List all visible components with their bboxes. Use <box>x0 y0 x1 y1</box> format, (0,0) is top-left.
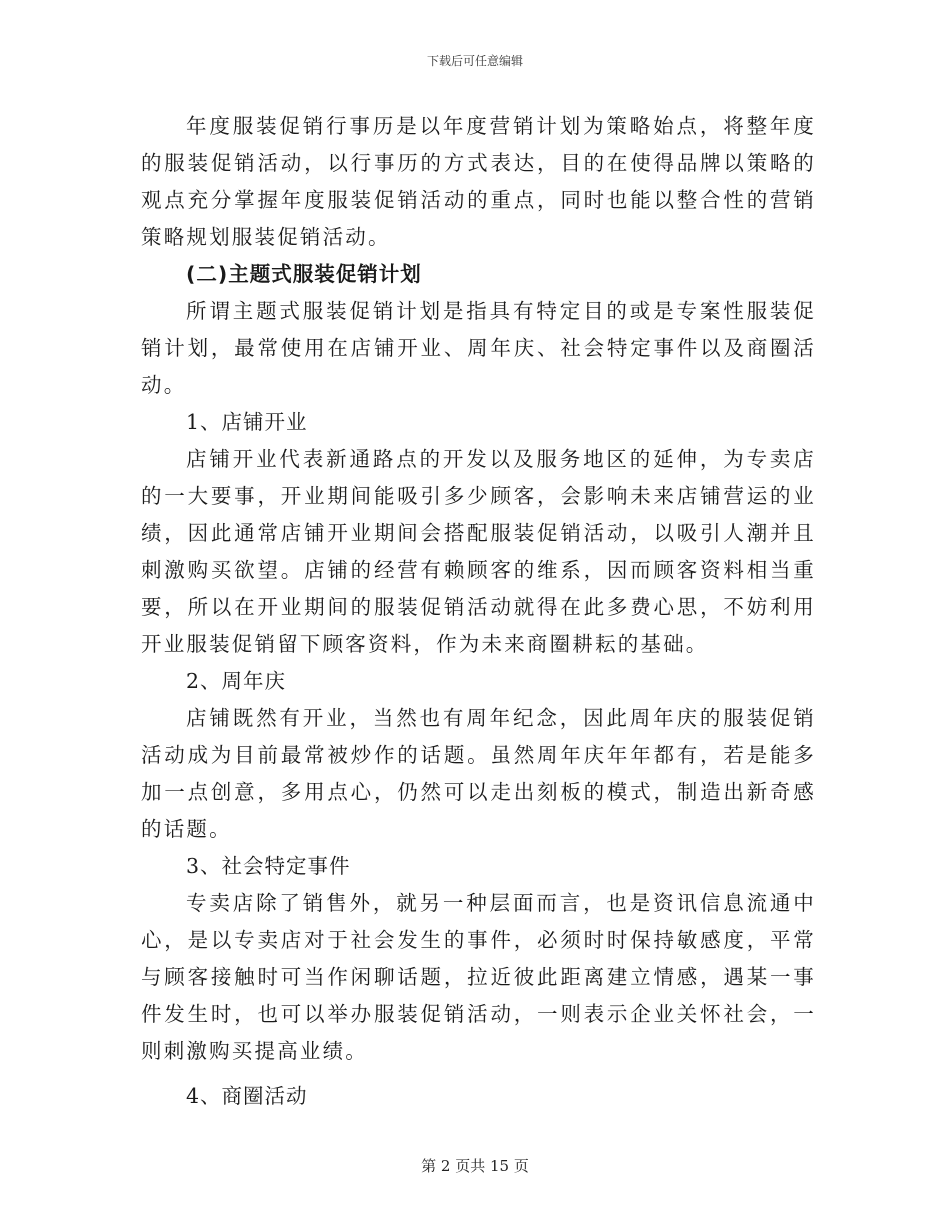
subheading-business-district: 4、商圈活动 <box>186 1084 308 1108</box>
document-body <box>141 108 816 1115</box>
page-header-note: 下载后可任意编辑 <box>426 54 523 68</box>
paragraph-social-events: 专卖店除了销售外，就另一种层面而言，也是资讯信息流通中心，是以专卖店对于社会发生的事件，必须时时保持敏感度，平常与顾客接触时可当作闲聊话题，拉近彼此距离建立情感，遇某一事件发生时，也可以举办服装促销活动，一则表示企业关怀社会，一则刺激购买提高业绩。 <box>141 891 816 1063</box>
paragraph-annual-calendar: 年度服装促销行事历是以年度营销计划为策略始点，将整年度的服装促销活动，以行事历的方式表达，目的在使得品牌以策略的观点充分掌握年度服装促销活动的重点，同时也能以整合性的营销策略规划服装促销活动。 <box>141 114 816 249</box>
subheading-social-events: 3、社会特定事件 <box>186 854 351 878</box>
paragraph-theme-definition: 所谓主题式服装促销计划是指具有特定目的或是专案性服装促销计划，最常使用在店铺开业、周年庆、社会特定事件以及商圈活动。 <box>141 299 816 397</box>
page-number-indicator: 第 2 页共 15 页 <box>421 1157 529 1175</box>
subheading-store-opening: 1、店铺开业 <box>186 410 308 434</box>
paragraph-store-opening: 店铺开业代表新通路点的开发以及服务地区的延伸，为专卖店的一大要事，开业期间能吸引多少顾客，会影响未来店铺营运的业绩，因此通常店铺开业期间会搭配服装促销活动，以吸引人潮并且刺激购买欲望。店铺的经营有赖顾客的维系，因而顾客资料相当重要，所以在开业期间的服装促销活动就得在此多费心思，不妨利用开业服装促销留下顾客资料，作为未来商圈耕耘的基础。 <box>141 447 816 656</box>
paragraph-anniversary: 店铺既然有开业，当然也有周年纪念，因此周年庆的服装促销活动成为目前最常被炒作的话题。虽然周年庆年年都有，若是能多加一点创意，多用点心，仍然可以走出刻板的模式，制造出新奇感的话题。 <box>141 706 816 841</box>
subheading-anniversary: 2、周年庆 <box>186 669 287 693</box>
section-heading-theme-promotion: (二)主题式服装促销计划 <box>186 262 422 286</box>
